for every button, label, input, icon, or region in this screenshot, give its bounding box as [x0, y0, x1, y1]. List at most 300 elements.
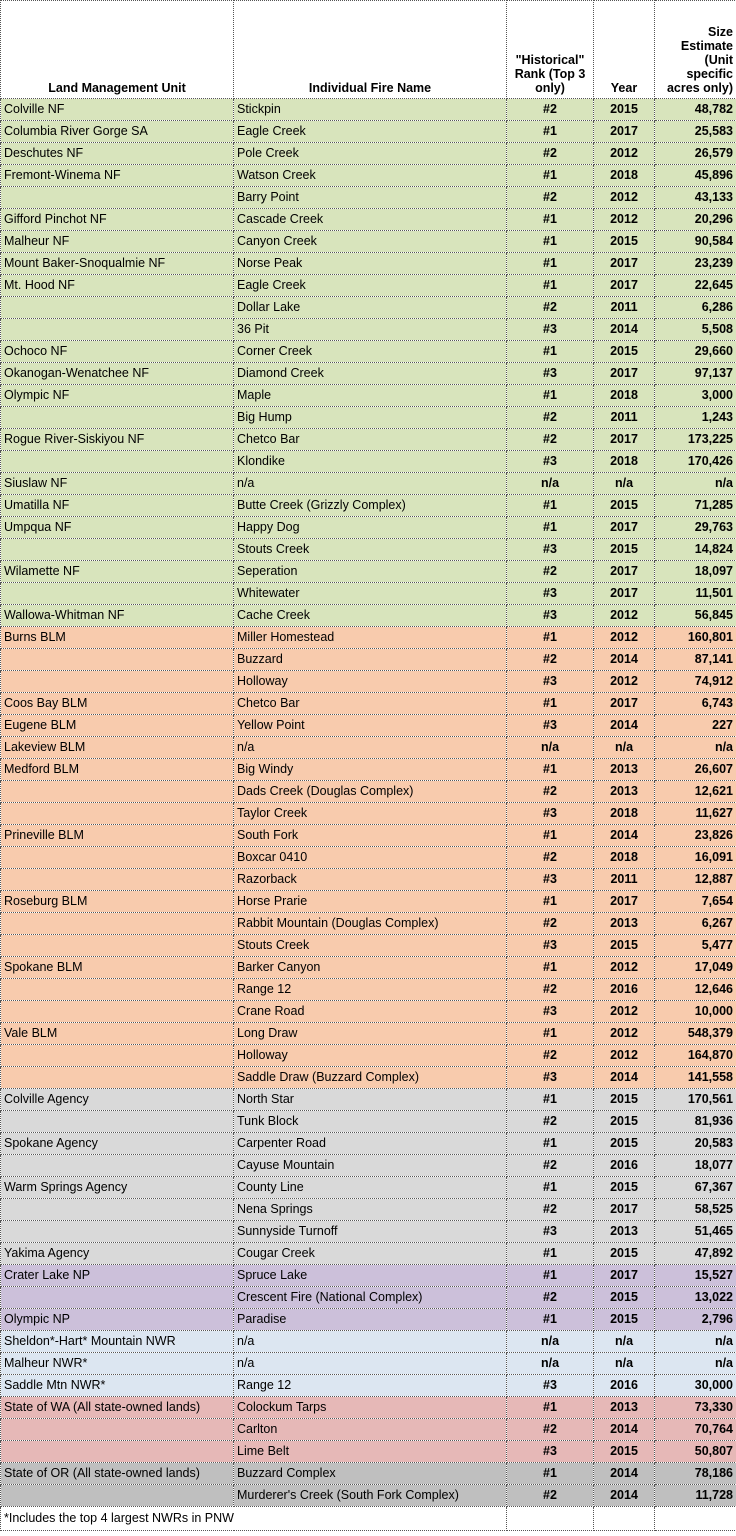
size-cell: 67,367: [655, 1177, 736, 1199]
fire-name-cell: Murderer's Creek (South Fork Complex): [234, 1485, 507, 1507]
rank-cell: #3: [507, 1001, 594, 1023]
year-cell: 2014: [594, 1463, 655, 1485]
size-cell: 70,764: [655, 1419, 736, 1441]
land-unit-cell: Warm Springs Agency: [1, 1177, 234, 1199]
footnote: *Includes the top 4 largest NWRs in PNW: [1, 1507, 507, 1531]
fire-name-cell: Carpenter Road: [234, 1133, 507, 1155]
rank-cell: #1: [507, 627, 594, 649]
rank-cell: #2: [507, 1111, 594, 1133]
size-cell: 2,796: [655, 1309, 736, 1331]
size-cell: 3,000: [655, 385, 736, 407]
rank-cell: #3: [507, 451, 594, 473]
land-unit-cell: [1, 649, 234, 671]
land-unit-cell: Mt. Hood NF: [1, 275, 234, 297]
fire-name-cell: Yellow Point: [234, 715, 507, 737]
land-unit-cell: Medford BLM: [1, 759, 234, 781]
size-cell: 10,000: [655, 1001, 736, 1023]
rank-cell: #1: [507, 1463, 594, 1485]
fire-name-cell: County Line: [234, 1177, 507, 1199]
land-unit-cell: Malheur NF: [1, 231, 234, 253]
land-unit-cell: [1, 1001, 234, 1023]
fire-name-cell: Canyon Creek: [234, 231, 507, 253]
size-cell: 14,824: [655, 539, 736, 561]
size-cell: 17,049: [655, 957, 736, 979]
rank-cell: #3: [507, 583, 594, 605]
table-row: [1, 121, 736, 143]
fire-name-cell: Klondike: [234, 451, 507, 473]
fire-name-cell: Eagle Creek: [234, 121, 507, 143]
size-cell: 78,186: [655, 1463, 736, 1485]
rank-cell: #1: [507, 495, 594, 517]
year-cell: 2018: [594, 803, 655, 825]
table-row: [1, 1419, 736, 1441]
table-row: [1, 957, 736, 979]
fire-name-cell: Cascade Creek: [234, 209, 507, 231]
size-cell: 26,607: [655, 759, 736, 781]
size-cell: 48,782: [655, 99, 736, 121]
size-cell: 164,870: [655, 1045, 736, 1067]
year-cell: 2017: [594, 693, 655, 715]
table-row: [1, 627, 736, 649]
land-unit-cell: [1, 781, 234, 803]
fire-name-cell: North Star: [234, 1089, 507, 1111]
rank-cell: #1: [507, 121, 594, 143]
land-unit-cell: Siuslaw NF: [1, 473, 234, 495]
land-unit-cell: Spokane Agency: [1, 1133, 234, 1155]
year-cell: 2016: [594, 979, 655, 1001]
size-cell: n/a: [655, 1331, 736, 1353]
rank-cell: #2: [507, 913, 594, 935]
fire-name-cell: Range 12: [234, 1375, 507, 1397]
year-cell: 2012: [594, 143, 655, 165]
rank-cell: #2: [507, 1485, 594, 1507]
fire-name-cell: Cache Creek: [234, 605, 507, 627]
rank-cell: #3: [507, 1221, 594, 1243]
year-cell: 2014: [594, 649, 655, 671]
land-unit-cell: [1, 1111, 234, 1133]
land-unit-cell: [1, 803, 234, 825]
rank-cell: #3: [507, 539, 594, 561]
fire-name-cell: Dollar Lake: [234, 297, 507, 319]
header-historical-rank: "Historical" Rank (Top 3 only): [507, 1, 594, 99]
land-unit-cell: [1, 913, 234, 935]
table-row: [1, 1089, 736, 1111]
table-row: [1, 1155, 736, 1177]
fire-name-cell: Horse Prarie: [234, 891, 507, 913]
fire-name-cell: Sunnyside Turnoff: [234, 1221, 507, 1243]
fire-name-cell: Barry Point: [234, 187, 507, 209]
table-row: [1, 1001, 736, 1023]
fire-name-cell: Crescent Fire (National Complex): [234, 1287, 507, 1309]
table-row: [1, 693, 736, 715]
land-unit-cell: [1, 847, 234, 869]
rank-cell: #2: [507, 1045, 594, 1067]
land-unit-cell: Saddle Mtn NWR*: [1, 1375, 234, 1397]
size-cell: 26,579: [655, 143, 736, 165]
table-row: [1, 605, 736, 627]
rank-cell: #1: [507, 209, 594, 231]
rank-cell: #1: [507, 253, 594, 275]
year-cell: 2015: [594, 1243, 655, 1265]
size-cell: 58,525: [655, 1199, 736, 1221]
year-cell: 2017: [594, 363, 655, 385]
fire-name-cell: Miller Homestead: [234, 627, 507, 649]
year-cell: n/a: [594, 1331, 655, 1353]
land-unit-cell: [1, 407, 234, 429]
year-cell: 2014: [594, 1419, 655, 1441]
rank-cell: #3: [507, 1441, 594, 1463]
year-cell: 2012: [594, 1023, 655, 1045]
table-row: [1, 297, 736, 319]
land-unit-cell: Umpqua NF: [1, 517, 234, 539]
size-cell: 74,912: [655, 671, 736, 693]
rank-cell: #3: [507, 803, 594, 825]
rank-cell: #3: [507, 1375, 594, 1397]
table-row: [1, 1177, 736, 1199]
year-cell: 2011: [594, 869, 655, 891]
year-cell: 2017: [594, 517, 655, 539]
fire-name-cell: Dads Creek (Douglas Complex): [234, 781, 507, 803]
fire-name-cell: Diamond Creek: [234, 363, 507, 385]
size-cell: 90,584: [655, 231, 736, 253]
table-row: [1, 341, 736, 363]
table-row: [1, 231, 736, 253]
size-cell: 73,330: [655, 1397, 736, 1419]
year-cell: 2017: [594, 1265, 655, 1287]
rank-cell: #1: [507, 693, 594, 715]
year-cell: 2015: [594, 231, 655, 253]
rank-cell: #3: [507, 1067, 594, 1089]
rank-cell: #2: [507, 187, 594, 209]
year-cell: 2013: [594, 1221, 655, 1243]
land-unit-cell: [1, 869, 234, 891]
rank-cell: #2: [507, 1155, 594, 1177]
fire-name-cell: Holloway: [234, 671, 507, 693]
year-cell: 2014: [594, 319, 655, 341]
footnote-empty-cell: [655, 1507, 736, 1531]
land-unit-cell: [1, 583, 234, 605]
table-row: [1, 517, 736, 539]
size-cell: 5,508: [655, 319, 736, 341]
land-unit-cell: Rogue River-Siskiyou NF: [1, 429, 234, 451]
land-unit-cell: [1, 935, 234, 957]
fire-name-cell: Long Draw: [234, 1023, 507, 1045]
year-cell: 2018: [594, 385, 655, 407]
table-row: [1, 1331, 736, 1353]
table-row: [1, 473, 736, 495]
table-row: [1, 495, 736, 517]
header-size-estimate: Size Estimate (Unit specific acres only): [655, 1, 736, 99]
land-unit-cell: Burns BLM: [1, 627, 234, 649]
year-cell: 2014: [594, 825, 655, 847]
header-row: [1, 1, 736, 99]
land-unit-cell: [1, 671, 234, 693]
table-row: [1, 1485, 736, 1507]
fire-name-cell: Chetco Bar: [234, 693, 507, 715]
table-row: [1, 759, 736, 781]
rank-cell: #2: [507, 561, 594, 583]
rank-cell: #2: [507, 429, 594, 451]
year-cell: n/a: [594, 473, 655, 495]
rank-cell: #2: [507, 979, 594, 1001]
table-row: [1, 1133, 736, 1155]
size-cell: 25,583: [655, 121, 736, 143]
year-cell: 2014: [594, 715, 655, 737]
size-cell: 12,646: [655, 979, 736, 1001]
table-row: [1, 143, 736, 165]
table-row: [1, 1441, 736, 1463]
table-row: [1, 1067, 736, 1089]
size-cell: 22,645: [655, 275, 736, 297]
size-cell: 23,826: [655, 825, 736, 847]
fire-name-cell: Nena Springs: [234, 1199, 507, 1221]
table-row: [1, 253, 736, 275]
land-unit-cell: State of WA (All state-owned lands): [1, 1397, 234, 1419]
year-cell: 2015: [594, 935, 655, 957]
rank-cell: #3: [507, 715, 594, 737]
size-cell: 45,896: [655, 165, 736, 187]
size-cell: 11,728: [655, 1485, 736, 1507]
size-cell: 47,892: [655, 1243, 736, 1265]
size-cell: 170,426: [655, 451, 736, 473]
rank-cell: n/a: [507, 473, 594, 495]
land-unit-cell: Deschutes NF: [1, 143, 234, 165]
year-cell: 2014: [594, 1485, 655, 1507]
rank-cell: #2: [507, 143, 594, 165]
year-cell: 2015: [594, 1089, 655, 1111]
table-body: [1, 99, 736, 1507]
rank-cell: #1: [507, 957, 594, 979]
year-cell: 2013: [594, 1397, 655, 1419]
table-row: [1, 451, 736, 473]
land-unit-cell: Colville NF: [1, 99, 234, 121]
rank-cell: #1: [507, 1309, 594, 1331]
land-unit-cell: Umatilla NF: [1, 495, 234, 517]
year-cell: 2015: [594, 1133, 655, 1155]
rank-cell: #1: [507, 825, 594, 847]
table-row: [1, 385, 736, 407]
year-cell: 2012: [594, 957, 655, 979]
fire-name-cell: Carlton: [234, 1419, 507, 1441]
fire-name-cell: Taylor Creek: [234, 803, 507, 825]
size-cell: 23,239: [655, 253, 736, 275]
size-cell: 16,091: [655, 847, 736, 869]
table-row: [1, 1243, 736, 1265]
table-row: [1, 715, 736, 737]
year-cell: 2014: [594, 1067, 655, 1089]
year-cell: 2015: [594, 1309, 655, 1331]
fire-name-cell: Tunk Block: [234, 1111, 507, 1133]
size-cell: n/a: [655, 737, 736, 759]
year-cell: 2017: [594, 253, 655, 275]
size-cell: 71,285: [655, 495, 736, 517]
year-cell: n/a: [594, 737, 655, 759]
size-cell: 227: [655, 715, 736, 737]
size-cell: 20,583: [655, 1133, 736, 1155]
size-cell: 29,763: [655, 517, 736, 539]
fire-name-cell: South Fork: [234, 825, 507, 847]
year-cell: 2013: [594, 781, 655, 803]
rank-cell: #2: [507, 1199, 594, 1221]
fire-name-cell: Stickpin: [234, 99, 507, 121]
land-unit-cell: Crater Lake NP: [1, 1265, 234, 1287]
table-row: [1, 165, 736, 187]
land-unit-cell: State of OR (All state-owned lands): [1, 1463, 234, 1485]
rank-cell: #1: [507, 341, 594, 363]
fire-name-cell: Stouts Creek: [234, 539, 507, 561]
fire-name-cell: Big Hump: [234, 407, 507, 429]
fire-name-cell: Range 12: [234, 979, 507, 1001]
table-row: [1, 825, 736, 847]
land-unit-cell: [1, 1199, 234, 1221]
rank-cell: #1: [507, 275, 594, 297]
year-cell: 2013: [594, 759, 655, 781]
size-cell: 6,286: [655, 297, 736, 319]
land-unit-cell: [1, 451, 234, 473]
fire-name-cell: Cayuse Mountain: [234, 1155, 507, 1177]
land-unit-cell: Yakima Agency: [1, 1243, 234, 1265]
rank-cell: #1: [507, 1243, 594, 1265]
table-row: [1, 1023, 736, 1045]
table-row: [1, 935, 736, 957]
size-cell: 30,000: [655, 1375, 736, 1397]
land-unit-cell: Olympic NP: [1, 1309, 234, 1331]
land-unit-cell: [1, 1287, 234, 1309]
year-cell: 2015: [594, 1177, 655, 1199]
table-row: [1, 891, 736, 913]
land-unit-cell: Lakeview BLM: [1, 737, 234, 759]
fire-name-cell: Lime Belt: [234, 1441, 507, 1463]
fire-name-cell: Whitewater: [234, 583, 507, 605]
land-unit-cell: Prineville BLM: [1, 825, 234, 847]
land-unit-cell: [1, 1419, 234, 1441]
year-cell: 2015: [594, 495, 655, 517]
land-unit-cell: [1, 1485, 234, 1507]
size-cell: 51,465: [655, 1221, 736, 1243]
size-cell: 160,801: [655, 627, 736, 649]
table-row: [1, 187, 736, 209]
fire-name-cell: 36 Pit: [234, 319, 507, 341]
fire-name-cell: Paradise: [234, 1309, 507, 1331]
size-cell: 11,501: [655, 583, 736, 605]
size-cell: 87,141: [655, 649, 736, 671]
table-row: [1, 429, 736, 451]
rank-cell: #2: [507, 407, 594, 429]
rank-cell: #3: [507, 605, 594, 627]
size-cell: 173,225: [655, 429, 736, 451]
size-cell: 18,077: [655, 1155, 736, 1177]
year-cell: 2018: [594, 165, 655, 187]
size-cell: 13,022: [655, 1287, 736, 1309]
rank-cell: #2: [507, 297, 594, 319]
footnote-row: [1, 1507, 736, 1531]
table-row: [1, 99, 736, 121]
fire-name-cell: Razorback: [234, 869, 507, 891]
rank-cell: #1: [507, 385, 594, 407]
fire-name-cell: Cougar Creek: [234, 1243, 507, 1265]
fire-name-cell: Rabbit Mountain (Douglas Complex): [234, 913, 507, 935]
land-unit-cell: Vale BLM: [1, 1023, 234, 1045]
fire-name-cell: Maple: [234, 385, 507, 407]
fire-name-cell: Stouts Creek: [234, 935, 507, 957]
size-cell: 12,887: [655, 869, 736, 891]
land-unit-cell: Malheur NWR*: [1, 1353, 234, 1375]
table-row: [1, 319, 736, 341]
footnote-empty-cell: [507, 1507, 594, 1531]
fire-name-cell: Spruce Lake: [234, 1265, 507, 1287]
land-unit-cell: [1, 297, 234, 319]
rank-cell: #2: [507, 1419, 594, 1441]
year-cell: 2016: [594, 1155, 655, 1177]
rank-cell: n/a: [507, 1331, 594, 1353]
rank-cell: #1: [507, 1089, 594, 1111]
table-row: [1, 1221, 736, 1243]
land-unit-cell: Roseburg BLM: [1, 891, 234, 913]
table-row: [1, 1045, 736, 1067]
table-row: [1, 209, 736, 231]
fire-name-cell: Buzzard: [234, 649, 507, 671]
size-cell: 15,527: [655, 1265, 736, 1287]
fire-name-cell: n/a: [234, 473, 507, 495]
land-unit-cell: Fremont-Winema NF: [1, 165, 234, 187]
table-row: [1, 1287, 736, 1309]
size-cell: 43,133: [655, 187, 736, 209]
table-row: [1, 1463, 736, 1485]
rank-cell: #1: [507, 1023, 594, 1045]
size-cell: 18,097: [655, 561, 736, 583]
fire-name-cell: Corner Creek: [234, 341, 507, 363]
year-cell: 2017: [594, 121, 655, 143]
size-cell: 6,743: [655, 693, 736, 715]
rank-cell: #1: [507, 1133, 594, 1155]
table-row: [1, 363, 736, 385]
size-cell: 29,660: [655, 341, 736, 363]
size-cell: 6,267: [655, 913, 736, 935]
rank-cell: #3: [507, 671, 594, 693]
year-cell: 2012: [594, 187, 655, 209]
year-cell: 2015: [594, 341, 655, 363]
land-unit-cell: [1, 979, 234, 1001]
fire-name-cell: Big Windy: [234, 759, 507, 781]
rank-cell: #1: [507, 517, 594, 539]
size-cell: 170,561: [655, 1089, 736, 1111]
rank-cell: n/a: [507, 1353, 594, 1375]
year-cell: 2018: [594, 847, 655, 869]
size-cell: 81,936: [655, 1111, 736, 1133]
year-cell: 2017: [594, 891, 655, 913]
table-row: [1, 803, 736, 825]
year-cell: 2012: [594, 209, 655, 231]
land-unit-cell: Sheldon*-Hart* Mountain NWR: [1, 1331, 234, 1353]
year-cell: n/a: [594, 1353, 655, 1375]
size-cell: 20,296: [655, 209, 736, 231]
fire-name-cell: n/a: [234, 1353, 507, 1375]
year-cell: 2015: [594, 539, 655, 561]
size-cell: 50,807: [655, 1441, 736, 1463]
table-row: [1, 869, 736, 891]
rank-cell: #2: [507, 847, 594, 869]
rank-cell: #3: [507, 319, 594, 341]
land-unit-cell: [1, 319, 234, 341]
fire-name-cell: Seperation: [234, 561, 507, 583]
table-row: [1, 979, 736, 1001]
land-unit-cell: Okanogan-Wenatchee NF: [1, 363, 234, 385]
rank-cell: #3: [507, 363, 594, 385]
year-cell: 2012: [594, 627, 655, 649]
table-row: [1, 1397, 736, 1419]
land-unit-cell: Spokane BLM: [1, 957, 234, 979]
rank-cell: #2: [507, 781, 594, 803]
